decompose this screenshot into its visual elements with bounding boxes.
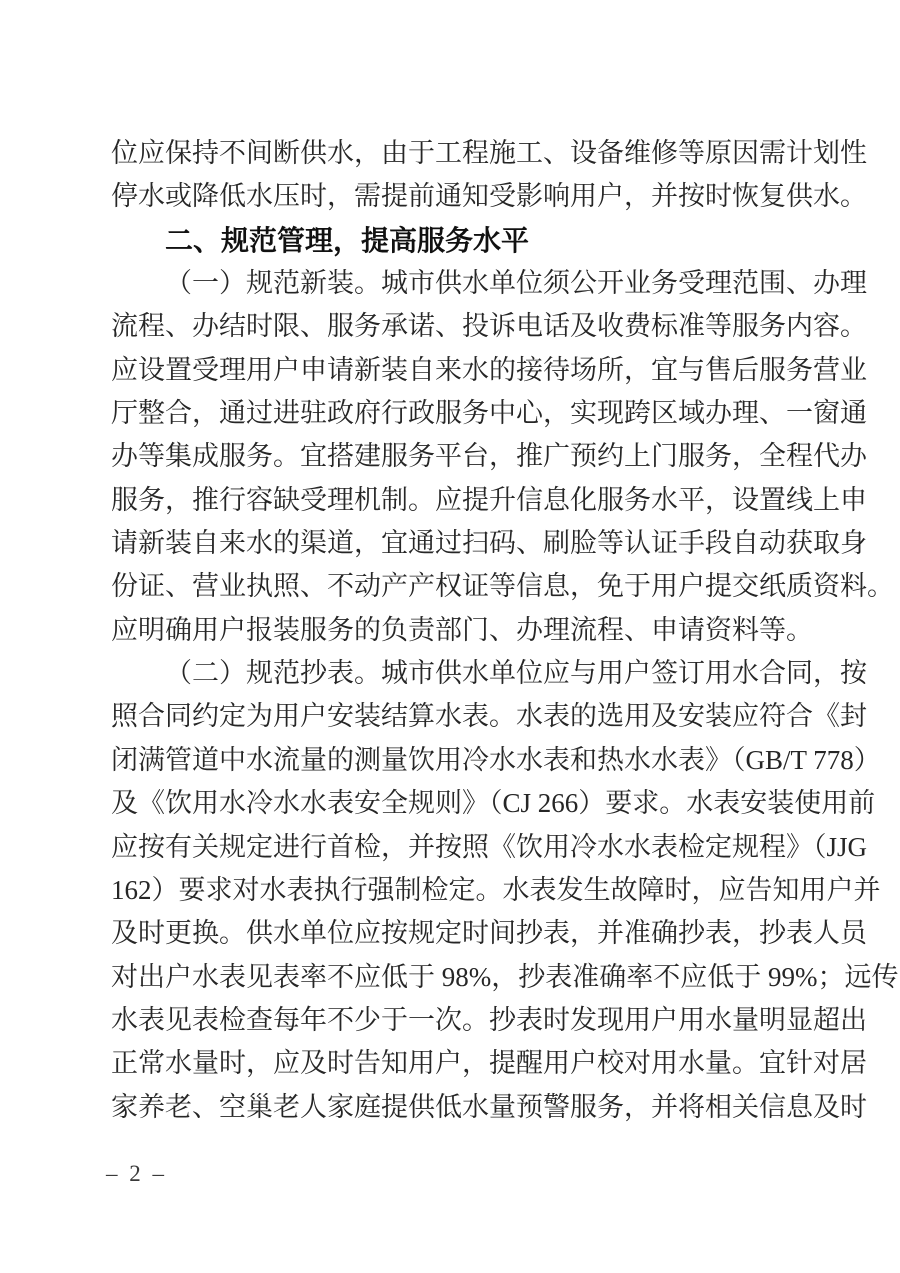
text-line: 及时更换。供水单位应按规定时间抄表，并准确抄表，抄表人员 [111,918,867,949]
text-line: 停水或降低水压时，需提前通知受影响用户，并按时恢复供水。 [111,181,867,212]
text-line: 水表见表检查每年不少于一次。抄表时发现用户用水量明显超出 [111,1004,867,1035]
text-line: 162）要求对水表执行强制检定。水表发生故障时，应告知用户并 [111,874,881,905]
text-line: （一）规范新装。城市供水单位须公开业务受理范围、办理 [165,268,867,299]
text-line: 对出户水表见表率不应低于 98%，抄表准确率不应低于 99%；远传 [111,961,899,992]
text-line: 份证、营业执照、不动产产权证等信息，免于用户提交纸质资料。 [111,571,894,602]
page-number: – 2 – [106,1161,167,1186]
text-line: 家养老、空巢老人家庭提供低水量预警服务，并将相关信息及时 [111,1091,867,1122]
section-heading: 二、规范管理，提高服务水平 [165,224,530,256]
text-line: 应按有关规定进行首检，并按照《饮用冷水水表检定规程》（JJG [111,831,868,862]
text-line: 流程、办结时限、服务承诺、投诉电话及收费标准等服务内容。 [111,311,867,342]
text-line: 照合同约定为用户安装结算水表。水表的选用及安装应符合《封 [111,701,867,732]
text-line: 请新装自来水的渠道，宜通过扫码、刷脸等认证手段自动获取身 [111,528,867,559]
text-line: 正常水量时，应及时告知用户，提醒用户校对用水量。宜针对居 [111,1048,867,1079]
text-line: 应设置受理用户申请新装自来水的接待场所，宜与售后服务营业 [111,354,867,385]
text-line: （二）规范抄表。城市供水单位应与用户签订用水合同，按 [165,658,867,689]
document-text-block [111,132,899,1129]
text-line: 应明确用户报装服务的负责部门、办理流程、申请资料等。 [111,614,813,645]
text-line: 办等集成服务。宜搭建服务平台，推广预约上门服务，全程代办 [111,441,867,472]
text-line: 闭满管道中水流量的测量饮用冷水水表和热水水表》（GB/T 778） [111,744,881,775]
text-line: 厅整合，通过进驻政府行政服务中心，实现跨区域办理、一窗通 [111,398,867,429]
text-line: 及《饮用水冷水水表安全规则》（CJ 266）要求。水表安装使用前 [111,788,876,819]
text-line: 位应保持不间断供水，由于工程施工、设备维修等原因需计划性 [111,138,867,168]
text-line: 服务，推行容缺受理机制。应提升信息化服务水平，设置线上申 [111,484,867,515]
